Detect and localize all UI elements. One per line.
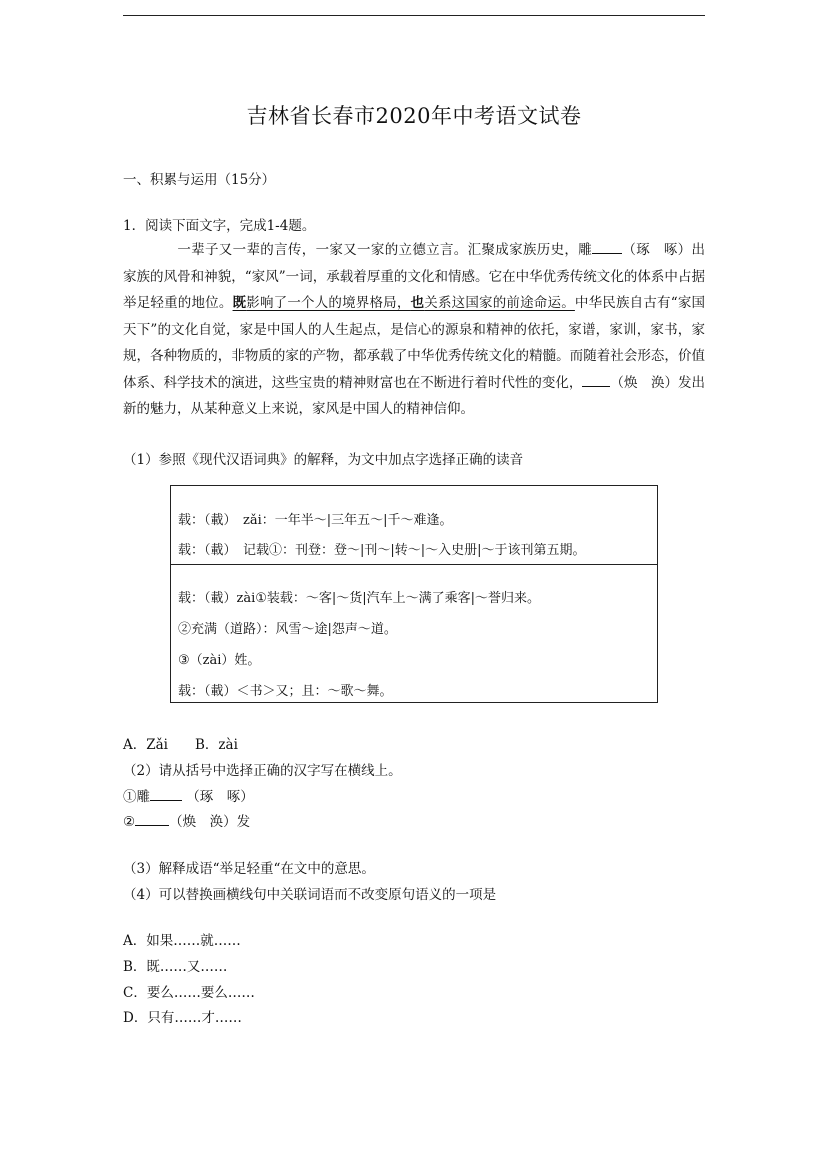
passage-seg4: （焕 涣）发出新的魅力，从某种意义上来说，家风是中国人的精神信仰。 — [123, 374, 706, 417]
option-q4-a: A．如果……就…… — [123, 933, 241, 949]
dict-line-3: 载：（載）zài①装载：～客|～货|汽车上～满了乘客|～誉归来。 — [178, 591, 541, 606]
dict-line-5: ③（zài）姓。 — [178, 653, 261, 668]
sub-question-2a — [123, 785, 254, 805]
sub-question-2: （2）请从括号中选择正确的汉字写在横线上。 — [123, 763, 402, 779]
sub-question-2b — [123, 810, 250, 830]
dict-line-6: 载：（載）＜书＞又；且：～歌～舞。 — [178, 684, 393, 699]
passage-bold-ji: 既 — [232, 295, 247, 311]
dictionary-box — [170, 485, 658, 703]
option-q4-d: D．只有……才…… — [123, 1010, 242, 1026]
options-q1: A．Zǎi B．zài — [123, 737, 238, 753]
option-q4-b: B．既……又…… — [123, 959, 228, 975]
sub2a-prefix: ①雕 — [123, 789, 150, 805]
passage-underline-1: 影响了一个人的境界格局， — [246, 295, 411, 311]
sub2b-blank — [135, 811, 169, 826]
passage-seg2: （琢 啄）出家族的风骨和神貌，“家风”一词，承载着厚重的文化和情感。它在中华优秀传统文化的体系中占据举足轻重的地位。 — [123, 242, 706, 311]
reading-passage — [123, 237, 705, 423]
dict-line-4: ②充满（道路）：风雪～途|怨声～道。 — [178, 622, 397, 637]
question-intro: 1．阅读下面文字，完成1-4题。 — [123, 218, 316, 234]
passage-seg3: 中华民族自古有“家国天下”的文化自觉，家是中国人的人生起点，是信心的源泉和精神的依托，家谱，家训，家书，家规，各种物质的，非物质的家的产物，都承载了中华优秀传统文化的精髓。而随着社会形态，价值体系、科学技术的演进，这些宝贵的精神财富也在不断进行着时代性的变化， — [123, 295, 706, 391]
passage-blank-1 — [592, 239, 622, 254]
dict-divider — [171, 564, 657, 565]
section-heading: 一、积累与运用（15分） — [123, 172, 276, 188]
header-rule — [123, 15, 705, 16]
sub-question-3: （3）解释成语“举足轻重“在文中的意思。 — [123, 861, 375, 877]
option-q4-c: C．要么……要么…… — [123, 985, 255, 1001]
passage-seg1: 一辈子又一辈的言传，一家又一家的立德立言。汇聚成家族历史，雕 — [177, 242, 593, 258]
sub2b-suffix: （焕 涣）发 — [169, 814, 251, 830]
sub2a-suffix: （琢 啄） — [186, 789, 254, 805]
dict-line-1: 载：（載） zǎi：一年半～|三年五～|千～难逢。 — [178, 513, 453, 528]
sub2b-prefix: ② — [123, 814, 136, 830]
passage-blank-2 — [582, 372, 610, 387]
passage-underline-2: 关系这国家的前途命运。 — [424, 295, 575, 311]
sub-question-1: （1）参照《现代汉语词典》的解释，为文中加点字选择正确的读音 — [123, 452, 524, 468]
sub-question-4: （4）可以替换画横线句中关联词语而不改变原句语义的一项是 — [123, 887, 497, 903]
passage-bold-ye: 也 — [410, 295, 425, 311]
dict-line-2: 载：（載） 记载①：刊登：登～|刊～|转～|～入史册|～于该刊第五期。 — [178, 543, 586, 558]
sub2a-blank — [150, 786, 182, 801]
page-title: 吉林省长春市2020年中考语文试卷 — [246, 104, 582, 128]
